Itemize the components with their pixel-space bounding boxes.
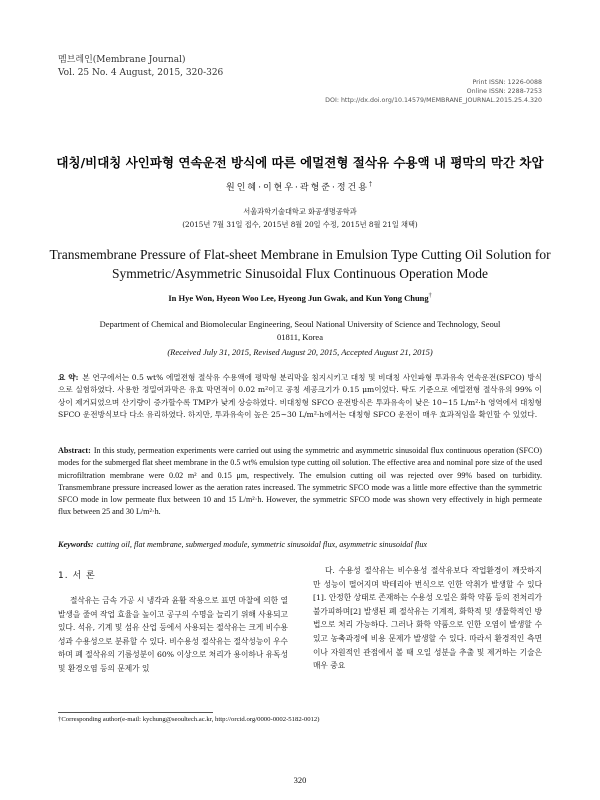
english-author-names: In Hye Won, Hyeon Woo Lee, Hyeong Jun Gwak, and Kun Yong Chung: [168, 293, 429, 303]
doi[interactable]: DOI: http://dx.doi.org/10.14579/MEMBRANE_JOURNAL.2015.25.4.320: [325, 97, 542, 104]
english-affiliation: [90, 318, 510, 344]
english-affiliation-line2: 01811, Korea: [277, 332, 323, 342]
journal-volume: Vol. 25 No. 4 August, 2015, 320-326: [58, 68, 224, 78]
english-abstract-text: In this study, permeation experiments were carried out using the symmetric and asymmetric sinusoidal flux continuous operation (SFCO) modes for the submerged flat sheet membrane in the 0.5 wt% emulsion type cutting oil solution. The effective area and nominal pore size of the used microfiltration membrane were 0.02 m² and 0.15 μm, respectively. The emulsion cutting oil was rejected over 99% based on turbidity. Transmembrane pressure increased lower as the aeration rates increased. The symmetric SFCO mode was a little more effective than the symmetric SFCO mode in low permeate flux between 10 and 15 L/m²·h. However, the symmetric SFCO mode was shown very effectively in high permeate flux between 25 and 30 L/m²·h.: [58, 446, 542, 517]
english-title: [40, 245, 560, 283]
korean-abstract-label: 요 약:: [58, 373, 79, 382]
body-column-left: 절삭유는 금속 가공 시 냉각과 윤활 작용으로 표면 마찰에 의한 열 발생을 줄여 작업 효율을 높이고 공구의 수명을 늘리기 위해 사용되고 있다. 석유, 기계 및 섬유 산업 등에서 사용되는 절삭유는 크게 비수용성과 수용성으로 분류할 수 있다. 비수용성 절삭유는 절삭성능이 우수하며 폐 절삭유의 기름성분이 60% 이상으로 처리가 용이하나 유독성 및 환경오염 등의 문제가 있: [58, 596, 288, 673]
english-abstract: [58, 445, 542, 519]
keywords-label: Keywords:: [58, 540, 94, 549]
corresponding-author-footnote: †Corresponding author(e-mail: kychung@seoultech.ac.kr, http://orcid.org/0000-0002-5182-0012): [58, 716, 320, 723]
page-number: 320: [293, 775, 307, 785]
korean-authors: [40, 180, 560, 193]
english-author-mark: †: [428, 293, 432, 300]
english-abstract-label: Abstract:: [58, 446, 91, 455]
journal-name: 멤브레인(Membrane Journal): [58, 55, 186, 65]
journal-header: [58, 54, 223, 80]
korean-author-mark: †: [368, 181, 374, 188]
keywords: [58, 540, 542, 549]
online-issn: Online ISSN: 2288-7253: [466, 88, 542, 95]
footnote-divider: [58, 712, 213, 713]
print-issn: Print ISSN: 1226-0088: [472, 79, 542, 86]
english-dates: (Received July 31, 2015, Revised August 20, 2015, Accepted August 21, 2015): [167, 347, 433, 357]
korean-dates: (2015년 7월 31일 접수, 2015년 8월 20일 수정, 2015년 8월 21일 채택): [182, 220, 418, 229]
english-title-line2: Symmetric/Asymmetric Sinusoidal Flux Continuous Operation Mode: [111, 266, 489, 281]
english-authors: [40, 293, 560, 303]
korean-abstract: [58, 372, 542, 421]
body-column-right: 다. 수용성 절삭유는 비수용성 절삭유보다 작업환경이 깨끗하지만 성능이 떨어지며 박테리아 번식으로 인한 악취가 발생할 수 있다[1]. 안정한 상태로 존재하는 수용성 오일은 화학 약품 등의 전처리가 불가피하며[2] 발생된 폐 절삭유는 기계적, 화학적 및 생물학적인 방법으로 처리 가능하다. 그러나 화학 약품으로 인한 오염이 발생할 수 있고 농축과정에 비용 문제가 발생할 수 있다. 따라서 환경적인 측면이나 자원적인 관점에서 볼 때 오일 성분을 추출 및 제거하는 기술은 매우 중요: [313, 566, 542, 671]
english-title-line1: Transmembrane Pressure of Flat-sheet Membrane in Emulsion Type Cutting Oil Solution for: [49, 247, 551, 262]
section-heading-introduction: 1. 서 론: [58, 571, 96, 581]
korean-title: 대칭/비대칭 사인파형 연속운전 방식에 따른 에멀젼형 절삭유 수용액 내 평막의 막간 차압: [56, 155, 544, 170]
keywords-text: cutting oil, flat membrane, submerged module, symmetric sinusoidal flux, asymmetric sinusoidal flux: [96, 540, 428, 549]
issn-block: [325, 78, 542, 105]
korean-abstract-text: 본 연구에서는 0.5 wt% 에멀젼형 절삭유 수용액에 평막형 분리막을 침지시키고 대칭 및 비대칭 사인파형 투과유속 연속운전(SFCO) 방식으로 실험하였다. 사용한 정밀여과막은 유효 막면적이 0.02 m²이고 공칭 세공크기가 0.15 μm이었다. 탁도 기준으로 에멀젼형 절삭유의 99% 이상이 제거되었으며 산기량이 증가할수록 TMP가 낮게 상승하였다. 비대칭형 SFCO 운전방식은 투과유속이 낮은 10~15 L/m²·h 영역에서 대칭형 SFCO 운전방식보다 다소 유리하였다. 하지만, 투과유속이 높은 25~30 L/m²·h에서는 대칭형 SFCO 운전이 매우 효과적임을 확인할 수 있었다.: [58, 373, 542, 419]
korean-affiliation: 서울과학기술대학교 화공생명공학과: [243, 207, 357, 216]
korean-author-names: 원인혜·이현우·곽형준·정건용: [226, 183, 369, 193]
english-affiliation-line1: Department of Chemical and Biomolecular Engineering, Seoul National University of Science and Technology, Seoul: [99, 319, 501, 329]
